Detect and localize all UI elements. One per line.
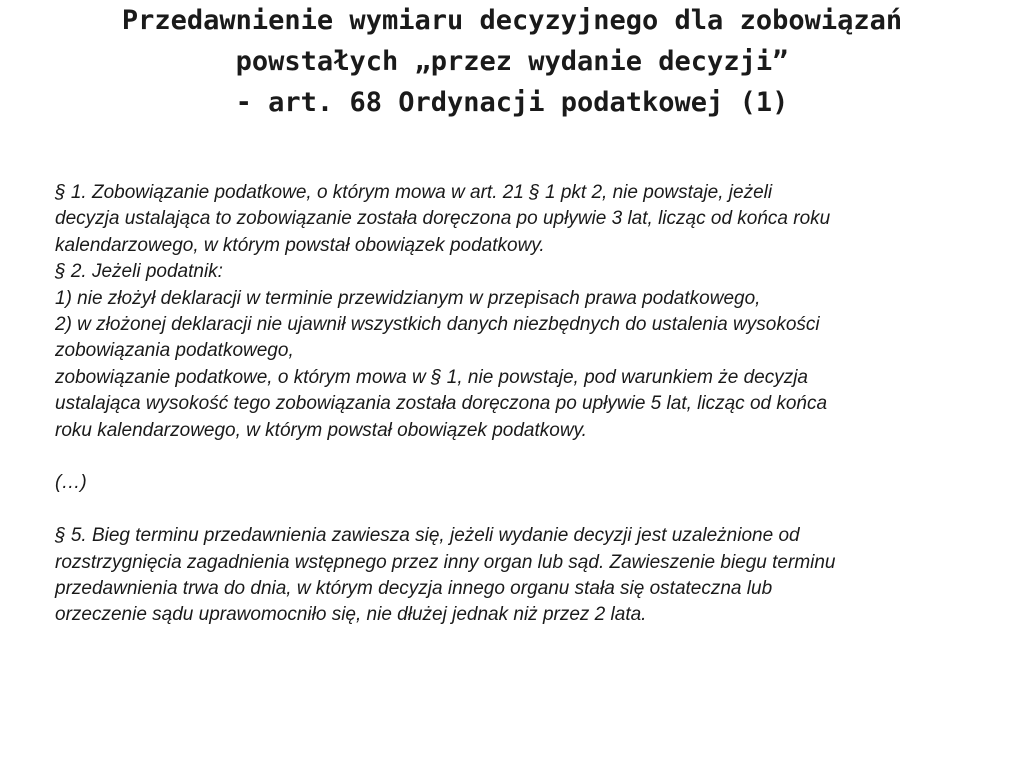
body-line: 1) nie złożył deklaracji w terminie przewidzianym w przepisach prawa podatkowego, <box>55 287 761 309</box>
title-line-2: powstałych „przez wydanie decyzji” <box>235 46 789 77</box>
paragraph-gap <box>55 497 975 523</box>
body-line: zobowiązanie podatkowe, o którym mowa w § 1, nie powstaje, pod warunkiem że decyzja <box>55 366 808 388</box>
body-line: decyzja ustalająca to zobowiązanie została doręczona po upływie 3 lat, licząc od końca roku <box>55 208 831 230</box>
body-line: rozstrzygnięcia zagadnienia wstępnego przez inny organ lub sąd. Zawieszenie biegu terminu <box>55 551 836 573</box>
body-line: § 5. Bieg terminu przedawnienia zawiesza się, jeżeli wydanie decyzji jest uzależnione od <box>55 525 800 547</box>
title-line-3: - art. 68 Ordynacji podatkowej (1) <box>235 87 789 118</box>
body-line: orzeczenie sądu uprawomocniło się, nie dłużej jednak niż przez 2 lata. <box>55 604 647 626</box>
paragraph-gap <box>55 444 975 470</box>
body-line: zobowiązania podatkowego, <box>55 340 294 362</box>
body-line: przedawnienia trwa do dnia, w którym decyzja innego organu stała się ostateczna lub <box>55 578 773 600</box>
slide-title <box>0 0 1024 123</box>
body-line: roku kalendarzowego, w którym powstał obowiązek podatkowy. <box>55 419 587 441</box>
ellipsis-line: (…) <box>55 472 87 494</box>
body-line: ustalająca wysokość tego zobowiązania została doręczona po upływie 5 lat, licząc od końca <box>55 393 828 415</box>
body-line: kalendarzowego, w którym powstał obowiązek podatkowy. <box>55 234 545 256</box>
body-line: § 1. Zobowiązanie podatkowe, o którym mowa w art. 21 § 1 pkt 2, nie powstaje, jeżeli <box>55 182 773 203</box>
title-line-1: Przedawnienie wymiaru decyzyjnego dla zobowiązań <box>121 5 903 36</box>
slide-body <box>55 180 975 629</box>
body-line: § 2. Jeżeli podatnik: <box>55 261 223 283</box>
body-line: 2) w złożonej deklaracji nie ujawnił wszystkich danych niezbędnych do ustalenia wysokości <box>55 314 820 336</box>
